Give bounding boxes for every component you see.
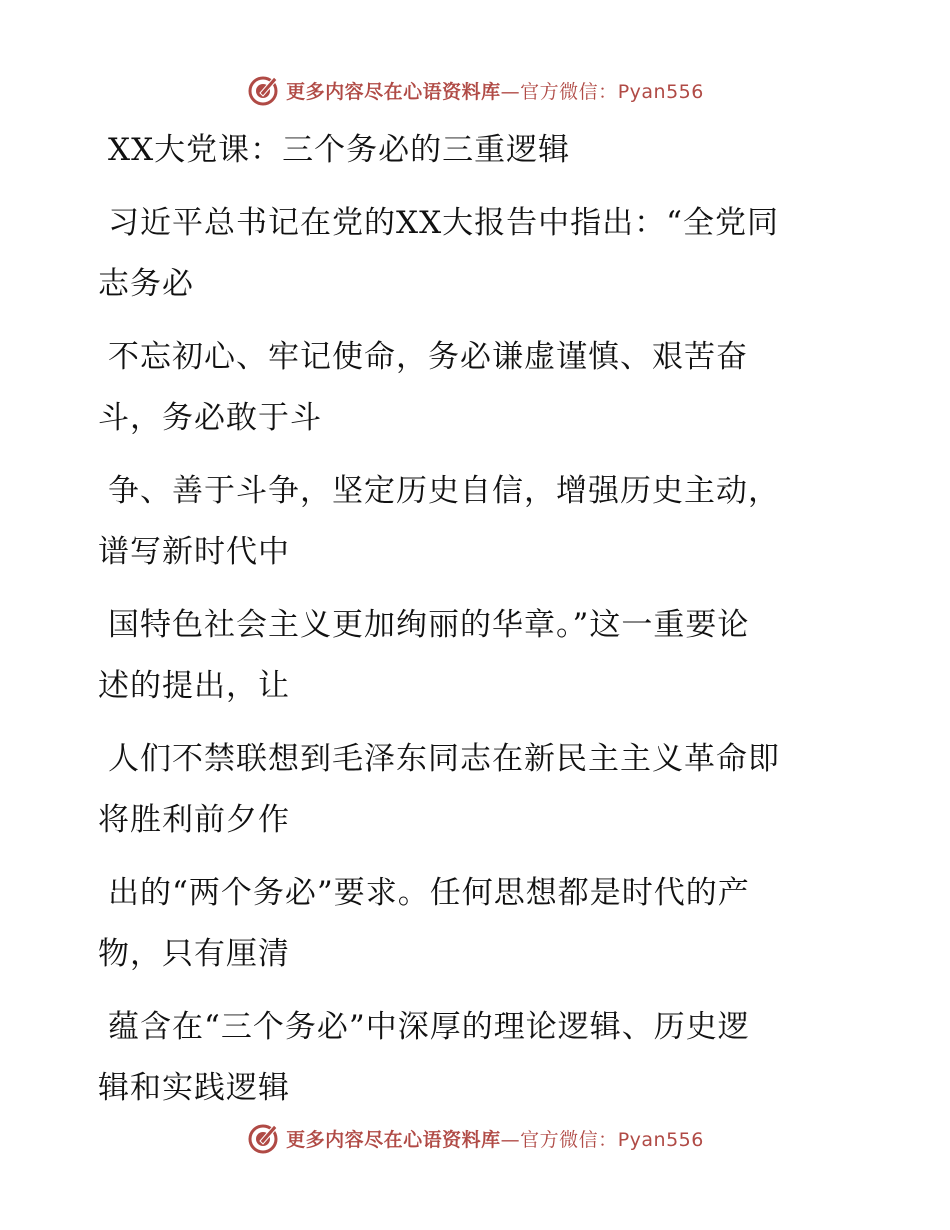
document-body <box>98 120 858 1131</box>
paragraph-line: 蕴含在“三个务必”中深厚的理论逻辑、历史逻 <box>108 1009 750 1045</box>
banner-text <box>286 1125 704 1152</box>
pen-logo-icon <box>246 1121 280 1155</box>
paragraph-3 <box>98 461 858 583</box>
paragraph-7 <box>98 997 858 1119</box>
banner-dash: — <box>500 80 521 103</box>
paragraph-line: 斗，务必敢于斗 <box>98 400 322 436</box>
paragraph-5 <box>98 729 858 851</box>
document-title: XX大党课：三个务必的三重逻辑 <box>108 132 571 168</box>
paragraph-line: 物，只有厘清 <box>98 936 290 972</box>
banner-title: 更多内容尽在心语资料库 <box>286 80 501 103</box>
footer-banner <box>0 1118 950 1158</box>
paragraph-line: 将胜利前夕作 <box>98 802 290 838</box>
pen-logo-icon <box>246 73 280 107</box>
banner-official-label: 官方微信： <box>520 1128 618 1151</box>
paragraph-line: 出的“两个务必”要求。任何思想都是时代的产 <box>108 875 750 911</box>
banner-dash: — <box>500 1128 521 1151</box>
paragraph-line: 不忘初心、牢记使命，务必谦虚谨慎、艰苦奋 <box>108 339 748 375</box>
paragraph-line: 谱写新时代中 <box>98 534 290 570</box>
banner-official-label: 官方微信： <box>520 80 618 103</box>
paragraph-line: 人们不禁联想到毛泽东同志在新民主主义革命即 <box>108 741 780 777</box>
header-banner <box>0 70 950 110</box>
banner-title: 更多内容尽在心语资料库 <box>286 1128 501 1151</box>
paragraph-line: 争、善于斗争，坚定历史自信，增强历史主动， <box>108 473 780 509</box>
paragraph-line: 国特色社会主义更加绚丽的华章。”这一重要论 <box>108 607 750 643</box>
paragraph-line: 辑和实践逻辑 <box>98 1070 290 1106</box>
paragraph-4 <box>98 595 858 717</box>
paragraph-line: 述的提出，让 <box>98 668 290 704</box>
paragraph-line: 习近平总书记在党的XX大报告中指出：“全党同 <box>108 205 779 241</box>
banner-wechat-id: Pyan556 <box>617 80 704 103</box>
paragraph-1 <box>98 193 858 315</box>
paragraph-line: 志务必 <box>98 266 194 302</box>
banner-wechat-id: Pyan556 <box>617 1128 704 1151</box>
banner-text <box>286 77 704 104</box>
paragraph-6 <box>98 863 858 985</box>
paragraph-2 <box>98 327 858 449</box>
